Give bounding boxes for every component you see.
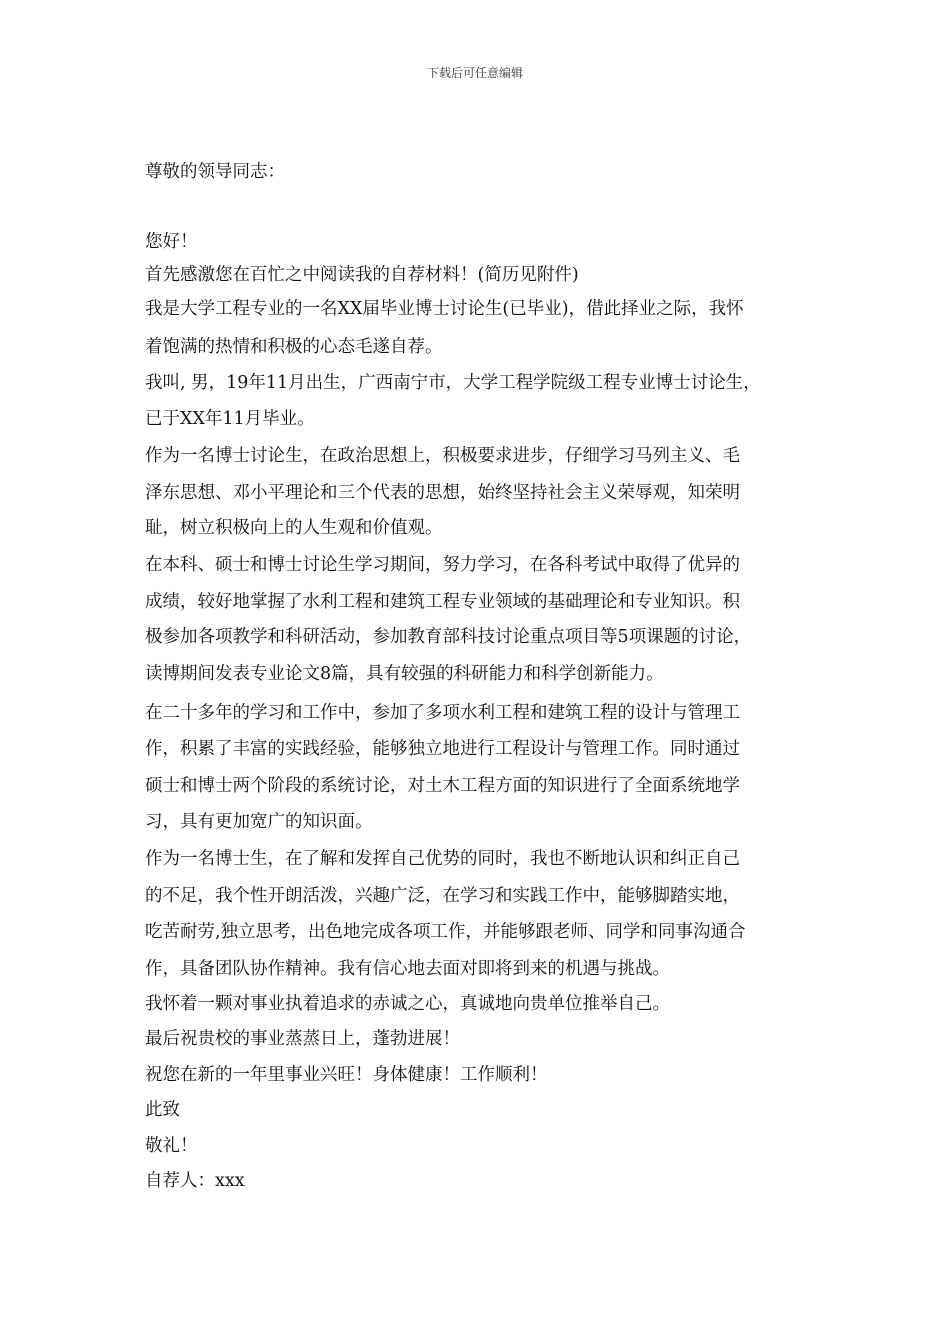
paragraph-line: 作，具备团队协作精神。我有信心地去面对即将到来的机遇与挑战。 <box>145 959 670 979</box>
paragraph-line: 在二十多年的学习和工作中，参加了多项水利工程和建筑工程的设计与管理工 <box>145 703 740 723</box>
paragraph-line: 硕士和博士两个阶段的系统讨论，对土木工程方面的知识进行了全面系统地学 <box>145 776 740 796</box>
paragraph-line: 已于XX年11月毕业。 <box>145 409 315 429</box>
paragraph-line: 着饱满的热情和积极的心态毛遂自荐。 <box>145 337 443 357</box>
paragraph-line: 首先感激您在百忙之中阅读我的自荐材料！(简历见附件) <box>145 265 579 285</box>
paragraph-line: 作为一名博士讨论生，在政治思想上，积极要求进步，仔细学习马列主义、毛 <box>145 446 740 466</box>
paragraph-line: 我叫, 男，19年11月出生，广西南宁市，大学工程学院级工程专业博士讨论生， <box>145 373 761 393</box>
paragraph-line: 习，具有更加宽广的知识面。 <box>145 812 373 832</box>
paragraph-line: 耻，树立积极向上的人生观和价值观。 <box>145 518 443 538</box>
signature-line: 自荐人：xxx <box>145 1171 245 1191</box>
page-header: 下载后可任意编辑 <box>426 66 523 80</box>
paragraph-line: 我是大学工程专业的一名XX届毕业博士讨论生(已毕业)，借此择业之际，我怀 <box>145 299 744 319</box>
paragraph-line: 极参加各项教学和科研活动，参加教育部科技讨论重点项目等5项课题的讨论， <box>145 627 752 647</box>
paragraph-line: 祝您在新的一年里事业兴旺！身体健康！工作顺利！ <box>145 1065 548 1085</box>
paragraph-line: 我怀着一颗对事业执着追求的赤诚之心，真诚地向贵单位推举自己。 <box>145 994 670 1014</box>
paragraph-line: 泽东思想、邓小平理论和三个代表的思想，始终坚持社会主义荣辱观，知荣明 <box>145 483 740 503</box>
paragraph-line: 最后祝贵校的事业蒸蒸日上，蓬勃进展！ <box>145 1029 460 1049</box>
closing-line: 此致 <box>145 1100 180 1120</box>
salutation: 尊敬的领导同志： <box>145 162 285 182</box>
paragraph-line: 吃苦耐劳,独立思考，出色地完成各项工作，并能够跟老师、同学和同事沟通合 <box>145 922 746 942</box>
closing-line: 敬礼！ <box>145 1136 198 1156</box>
paragraph-line: 成绩，较好地掌握了水利工程和建筑工程专业领域的基础理论和专业知识。积 <box>145 592 740 612</box>
paragraph-line: 读博期间发表专业论文8篇，具有较强的科研能力和科学创新能力。 <box>145 664 664 684</box>
paragraph-line: 作为一名博士生，在了解和发挥自己优势的同时，我也不断地认识和纠正自己 <box>145 849 740 869</box>
paragraph-line: 在本科、硕士和博士讨论生学习期间，努力学习，在各科考试中取得了优异的 <box>145 555 740 575</box>
paragraph-line: 作，积累了丰富的实践经验，能够独立地进行工程设计与管理工作。同时通过 <box>145 739 740 759</box>
greeting: 您好！ <box>145 232 198 252</box>
paragraph-line: 的不足，我个性开朗活泼，兴趣广泛，在学习和实践工作中，能够脚踏实地， <box>145 886 740 906</box>
